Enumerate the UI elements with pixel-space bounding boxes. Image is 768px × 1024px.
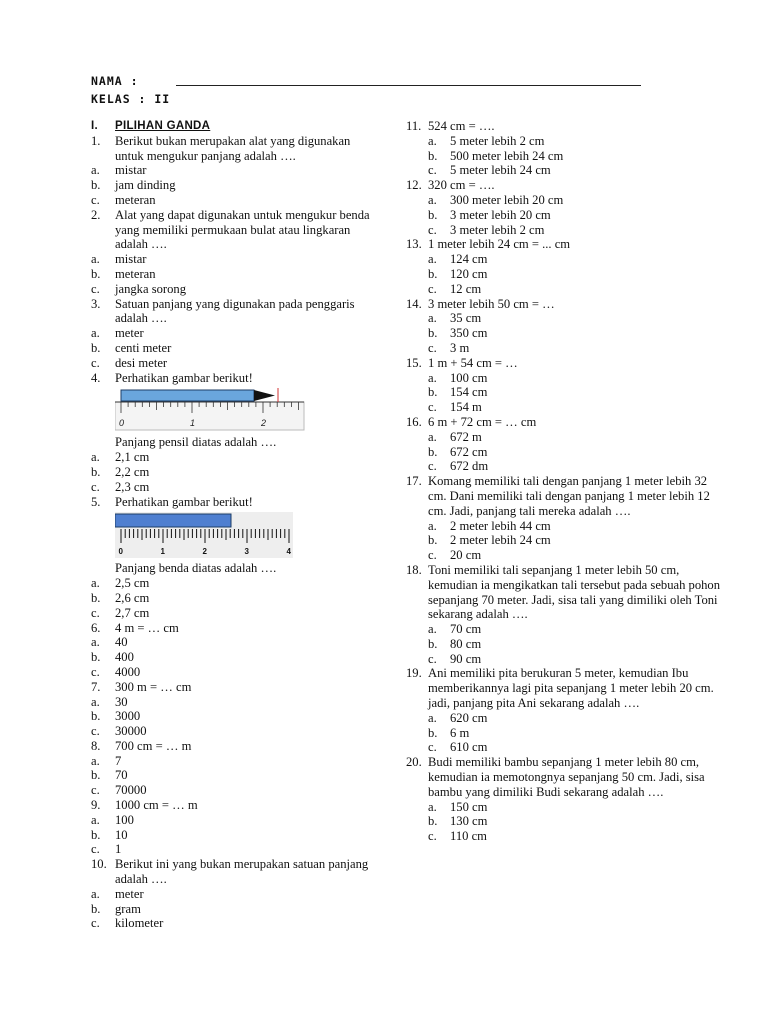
option-text: 150 cm — [450, 799, 488, 814]
option-text: 3 meter lebih 20 cm — [450, 207, 551, 222]
question-1 — [91, 134, 381, 164]
question-12 — [406, 178, 726, 193]
answer-option — [91, 480, 381, 495]
ruler-tick-label: 3 — [244, 547, 249, 557]
option-letter: c. — [91, 192, 100, 207]
option-letter: a. — [428, 429, 437, 444]
option-text: 672 cm — [450, 444, 488, 459]
option-text: meteran — [115, 192, 156, 207]
option-letter: c. — [91, 916, 100, 931]
question-text: 1 m + 54 cm = … — [428, 355, 518, 370]
question-text: Toni memiliki tali sepanjang 1 meter lebih 50 cm, kemudian ia mengikatkan tali tersebut pada sebuah pohon sepanjang 70 meter. Jadi, sisa tali yang dimiliki oleh Toni sekarang adalah …. — [428, 562, 721, 622]
option-text: 30 — [115, 694, 128, 709]
answer-option — [91, 768, 381, 783]
option-text: 300 meter lebih 20 cm — [450, 192, 564, 207]
answer-option — [406, 622, 726, 637]
option-text: 4000 — [115, 664, 141, 679]
option-letter: b. — [428, 533, 438, 548]
name-label: NAMA : — [91, 74, 139, 88]
answer-option — [406, 223, 726, 238]
answer-option — [91, 709, 381, 724]
option-text: gram — [115, 901, 141, 916]
ruler-pencil-figure — [115, 388, 305, 432]
option-letter: a. — [91, 252, 100, 267]
question-number: 9. — [91, 798, 101, 813]
option-letter: c. — [91, 664, 100, 679]
option-text: 2,6 cm — [115, 590, 150, 605]
question-5 — [91, 495, 381, 510]
option-text: 350 cm — [450, 326, 488, 341]
option-letter: b. — [428, 814, 438, 829]
question-prompt: Panjang benda diatas adalah …. — [115, 561, 277, 576]
ruler-tick-label: 1 — [160, 547, 165, 557]
question-8 — [91, 739, 381, 754]
question-10 — [91, 857, 381, 887]
option-text: 110 cm — [450, 829, 487, 844]
option-letter: b. — [91, 266, 101, 281]
option-text: 70 cm — [450, 622, 482, 637]
option-text: mistar — [115, 252, 147, 267]
answer-option — [91, 356, 381, 371]
question-text: 700 cm = … m — [115, 738, 192, 753]
question-2 — [91, 208, 381, 252]
option-letter: a. — [91, 326, 100, 341]
option-letter: a. — [91, 450, 100, 465]
option-letter: c. — [428, 340, 437, 355]
question-number: 18. — [406, 562, 422, 577]
option-letter: b. — [91, 340, 101, 355]
answer-option — [406, 385, 726, 400]
name-underline — [176, 85, 641, 86]
answer-option — [406, 311, 726, 326]
answer-option — [91, 282, 381, 297]
ruler-object-figure — [115, 512, 295, 558]
answer-option — [406, 163, 726, 178]
ruler-tick-label: 0 — [119, 418, 125, 429]
answer-option — [91, 178, 381, 193]
option-text: meteran — [115, 266, 156, 281]
question-text: 1000 cm = … m — [115, 798, 198, 813]
answer-option — [91, 252, 381, 267]
option-text: 610 cm — [450, 740, 488, 755]
question-text: Satuan panjang yang digunakan pada penggaris adalah …. — [115, 296, 355, 326]
option-letter: a. — [91, 886, 100, 901]
option-letter: b. — [91, 901, 101, 916]
option-text: 2,5 cm — [115, 576, 150, 591]
answer-option — [406, 800, 726, 815]
question-text: Komang memiliki tali dengan panjang 1 meter lebih 32 cm. Dani memiliki tali dengan panjang 1 meter lebih 12 cm. Jadi, panjang tali mereka adalah …. — [428, 474, 710, 518]
answer-option — [406, 149, 726, 164]
answer-option — [91, 783, 381, 798]
option-text: 500 meter lebih 24 cm — [450, 148, 564, 163]
ruler-tick-label: 2 — [202, 547, 207, 557]
option-letter: a. — [428, 133, 437, 148]
option-text: 672 m — [450, 429, 482, 444]
option-text: 2,2 cm — [115, 464, 150, 479]
answer-option — [91, 813, 381, 828]
class-label: KELAS : II — [91, 92, 171, 106]
option-letter: b. — [428, 266, 438, 281]
section-number: I. — [91, 120, 98, 132]
section-heading — [91, 119, 381, 134]
option-letter: b. — [428, 725, 438, 740]
option-letter: a. — [91, 576, 100, 591]
option-text: 2,3 cm — [115, 479, 150, 494]
question-7 — [91, 680, 381, 695]
question-number: 4. — [91, 370, 101, 385]
option-letter: a. — [428, 799, 437, 814]
option-letter: c. — [428, 459, 437, 474]
answer-option — [406, 548, 726, 563]
answer-option — [406, 208, 726, 223]
question-number: 6. — [91, 620, 101, 635]
option-text: meter — [115, 326, 144, 341]
option-text: meter — [115, 886, 144, 901]
answer-option — [406, 400, 726, 415]
pencil-body — [121, 390, 254, 401]
option-letter: a. — [91, 753, 100, 768]
question-number: 7. — [91, 679, 101, 694]
option-letter: c. — [428, 281, 437, 296]
option-text: jam dinding — [115, 178, 176, 193]
question-number: 13. — [406, 237, 422, 252]
question-18 — [406, 563, 726, 622]
option-text: 3000 — [115, 709, 141, 724]
option-text: mistar — [115, 163, 147, 178]
question-number: 12. — [406, 178, 422, 193]
answer-option — [91, 665, 381, 680]
option-letter: b. — [428, 444, 438, 459]
answer-option — [406, 371, 726, 386]
question-text: 300 m = … cm — [115, 679, 192, 694]
option-text: 70 — [115, 768, 128, 783]
ruler-body — [115, 402, 304, 430]
question-14 — [406, 297, 726, 312]
question-number: 15. — [406, 355, 422, 370]
option-letter: a. — [428, 710, 437, 725]
option-letter: c. — [91, 842, 100, 857]
section-title: PILIHAN GANDA — [115, 120, 211, 132]
answer-option — [406, 267, 726, 282]
answer-option — [406, 282, 726, 297]
question-number: 20. — [406, 755, 422, 770]
option-text: 1 — [115, 842, 122, 857]
question-text: 320 cm = …. — [428, 178, 495, 193]
option-text: 400 — [115, 650, 134, 665]
ruler-tick-label: 4 — [286, 547, 291, 557]
option-letter: c. — [91, 724, 100, 739]
option-text: 100 — [115, 812, 134, 827]
option-text: 30000 — [115, 724, 147, 739]
left-column — [91, 119, 381, 931]
option-letter: c. — [428, 222, 437, 237]
option-letter: c. — [428, 163, 437, 178]
option-letter: c. — [428, 740, 437, 755]
answer-option — [91, 635, 381, 650]
option-text: centi meter — [115, 340, 172, 355]
option-letter: b. — [91, 650, 101, 665]
answer-option — [91, 916, 381, 931]
answer-option — [406, 652, 726, 667]
answer-option — [406, 252, 726, 267]
option-text: 2 meter lebih 24 cm — [450, 533, 551, 548]
question-text: Perhatikan gambar berikut! — [115, 370, 253, 385]
question-number: 16. — [406, 414, 422, 429]
option-text: 6 m — [450, 725, 470, 740]
option-text: 100 cm — [450, 370, 488, 385]
object-bar — [115, 514, 231, 527]
answer-option — [91, 576, 381, 591]
option-text: 3 meter lebih 2 cm — [450, 222, 545, 237]
option-letter: a. — [91, 163, 100, 178]
question-11 — [406, 119, 726, 134]
option-letter: c. — [428, 548, 437, 563]
answer-option — [406, 326, 726, 341]
option-letter: a. — [428, 192, 437, 207]
answer-option — [91, 887, 381, 902]
answer-option — [406, 341, 726, 356]
question-text: Alat yang dapat digunakan untuk mengukur benda yang memiliki permukaan bulat atau lingkaran adalah …. — [115, 207, 370, 252]
question-number: 14. — [406, 296, 422, 311]
answer-option — [91, 450, 381, 465]
answer-option — [406, 519, 726, 534]
question-6 — [91, 621, 381, 636]
question-text: 4 m = … cm — [115, 620, 179, 635]
question-text: 1 meter lebih 24 cm = ... cm — [428, 237, 571, 252]
question-3 — [91, 297, 381, 327]
question-number: 1. — [91, 133, 101, 148]
answer-option — [406, 430, 726, 445]
answer-option — [406, 459, 726, 474]
answer-option — [91, 465, 381, 480]
ruler-tick-label: 2 — [261, 418, 267, 429]
question-figure — [115, 388, 381, 432]
option-text: 3 m — [450, 340, 470, 355]
question-16 — [406, 415, 726, 430]
option-text: 12 cm — [450, 281, 482, 296]
question-number: 3. — [91, 296, 101, 311]
option-text: 620 cm — [450, 710, 488, 725]
question-13 — [406, 237, 726, 252]
option-text: desi meter — [115, 355, 168, 370]
question-number: 17. — [406, 474, 422, 489]
option-text: 90 cm — [450, 651, 482, 666]
option-letter: b. — [428, 326, 438, 341]
answer-option — [91, 902, 381, 917]
option-text: 7 — [115, 753, 122, 768]
option-text: 2,1 cm — [115, 450, 150, 465]
answer-option — [406, 193, 726, 208]
answer-option — [91, 828, 381, 843]
option-text: 5 meter lebih 2 cm — [450, 133, 545, 148]
question-text: Budi memiliki bambu sepanjang 1 meter lebih 80 cm, kemudian ia memotongnya sepanjang 50 cm. Jadi, sisa bambu yang dimiliki Budi sekarang adalah …. — [428, 755, 705, 799]
option-text: 80 cm — [450, 636, 482, 651]
pencil-tip — [254, 390, 275, 401]
option-text: 154 cm — [450, 385, 488, 400]
option-text: 120 cm — [450, 266, 488, 281]
option-letter: c. — [428, 651, 437, 666]
option-letter: b. — [91, 178, 101, 193]
answer-option — [91, 695, 381, 710]
option-text: 130 cm — [450, 814, 488, 829]
option-letter: c. — [91, 605, 100, 620]
option-letter: b. — [91, 590, 101, 605]
answer-option — [406, 740, 726, 755]
option-letter: c. — [91, 783, 100, 798]
option-text: 10 — [115, 827, 128, 842]
option-letter: b. — [428, 385, 438, 400]
right-column — [406, 119, 726, 844]
question-9 — [91, 798, 381, 813]
question-number: 11. — [406, 119, 422, 133]
option-text: 2 meter lebih 44 cm — [450, 518, 551, 533]
question-text: Perhatikan gambar berikut! — [115, 494, 253, 509]
answer-option — [406, 533, 726, 548]
answer-option — [406, 445, 726, 460]
question-17 — [406, 474, 726, 518]
answer-option — [91, 163, 381, 178]
option-text: kilometer — [115, 916, 164, 931]
question-number: 5. — [91, 494, 101, 509]
option-letter: a. — [428, 518, 437, 533]
option-letter: c. — [428, 829, 437, 844]
question-text: Berikut bukan merupakan alat yang digunakan untuk mengukur panjang adalah …. — [115, 133, 351, 163]
answer-option — [406, 814, 726, 829]
question-text: 524 cm = …. — [428, 119, 495, 133]
ruler-tick-label: 1 — [190, 418, 196, 429]
question-number: 8. — [91, 738, 101, 753]
option-letter: b. — [91, 827, 101, 842]
option-letter: b. — [91, 768, 101, 783]
option-letter: a. — [91, 694, 100, 709]
question-text: Berikut ini yang bukan merupakan satuan panjang adalah …. — [115, 857, 369, 887]
answer-option — [91, 591, 381, 606]
option-text: 2,7 cm — [115, 605, 150, 620]
question-20 — [406, 755, 726, 799]
question-number: 19. — [406, 666, 422, 681]
answer-option — [91, 193, 381, 208]
option-letter: c. — [91, 355, 100, 370]
option-letter: c. — [91, 479, 100, 494]
question-text: 3 meter lebih 50 cm = … — [428, 296, 555, 311]
option-text: 40 — [115, 635, 128, 650]
question-number: 2. — [91, 207, 101, 222]
option-letter: b. — [91, 709, 101, 724]
question-15 — [406, 356, 726, 371]
answer-option — [406, 637, 726, 652]
option-letter: a. — [91, 812, 100, 827]
question-prompt: Panjang pensil diatas adalah …. — [115, 435, 277, 450]
option-text: 672 dm — [450, 459, 489, 474]
option-text: 20 cm — [450, 548, 482, 563]
option-letter: a. — [428, 252, 437, 267]
option-letter: b. — [428, 148, 438, 163]
question-4 — [91, 371, 381, 386]
option-letter: a. — [91, 635, 100, 650]
option-letter: b. — [428, 636, 438, 651]
option-letter: a. — [428, 370, 437, 385]
question-text: Ani memiliki pita berukuran 5 meter, kemudian Ibu memberikannya lagi pita sepanjang 1 meter lebih 20 cm. jadi, panjang pita Ani sekarang adalah …. — [428, 666, 714, 711]
option-text: 70000 — [115, 783, 147, 798]
question-number: 10. — [91, 857, 107, 872]
answer-option — [91, 326, 381, 341]
answer-option — [91, 724, 381, 739]
option-text: jangka sorong — [115, 281, 186, 296]
option-letter: b. — [428, 207, 438, 222]
answer-option — [91, 606, 381, 621]
option-text: 5 meter lebih 24 cm — [450, 163, 551, 178]
answer-option — [406, 829, 726, 844]
option-letter: b. — [91, 464, 101, 479]
answer-option — [91, 650, 381, 665]
option-letter: c. — [91, 281, 100, 296]
option-letter: a. — [428, 622, 437, 637]
answer-option — [406, 711, 726, 726]
question-19 — [406, 666, 726, 710]
question-figure — [115, 512, 381, 558]
question-text: 6 m + 72 cm = … cm — [428, 414, 537, 429]
option-text: 124 cm — [450, 252, 488, 267]
answer-option — [406, 726, 726, 741]
answer-option — [406, 134, 726, 149]
option-letter: a. — [428, 311, 437, 326]
ruler-tick-label: 0 — [118, 547, 123, 557]
option-text: 35 cm — [450, 311, 482, 326]
option-letter: c. — [428, 400, 437, 415]
answer-option — [91, 267, 381, 282]
answer-option — [91, 842, 381, 857]
option-text: 154 m — [450, 400, 482, 415]
answer-option — [91, 754, 381, 769]
answer-option — [91, 341, 381, 356]
